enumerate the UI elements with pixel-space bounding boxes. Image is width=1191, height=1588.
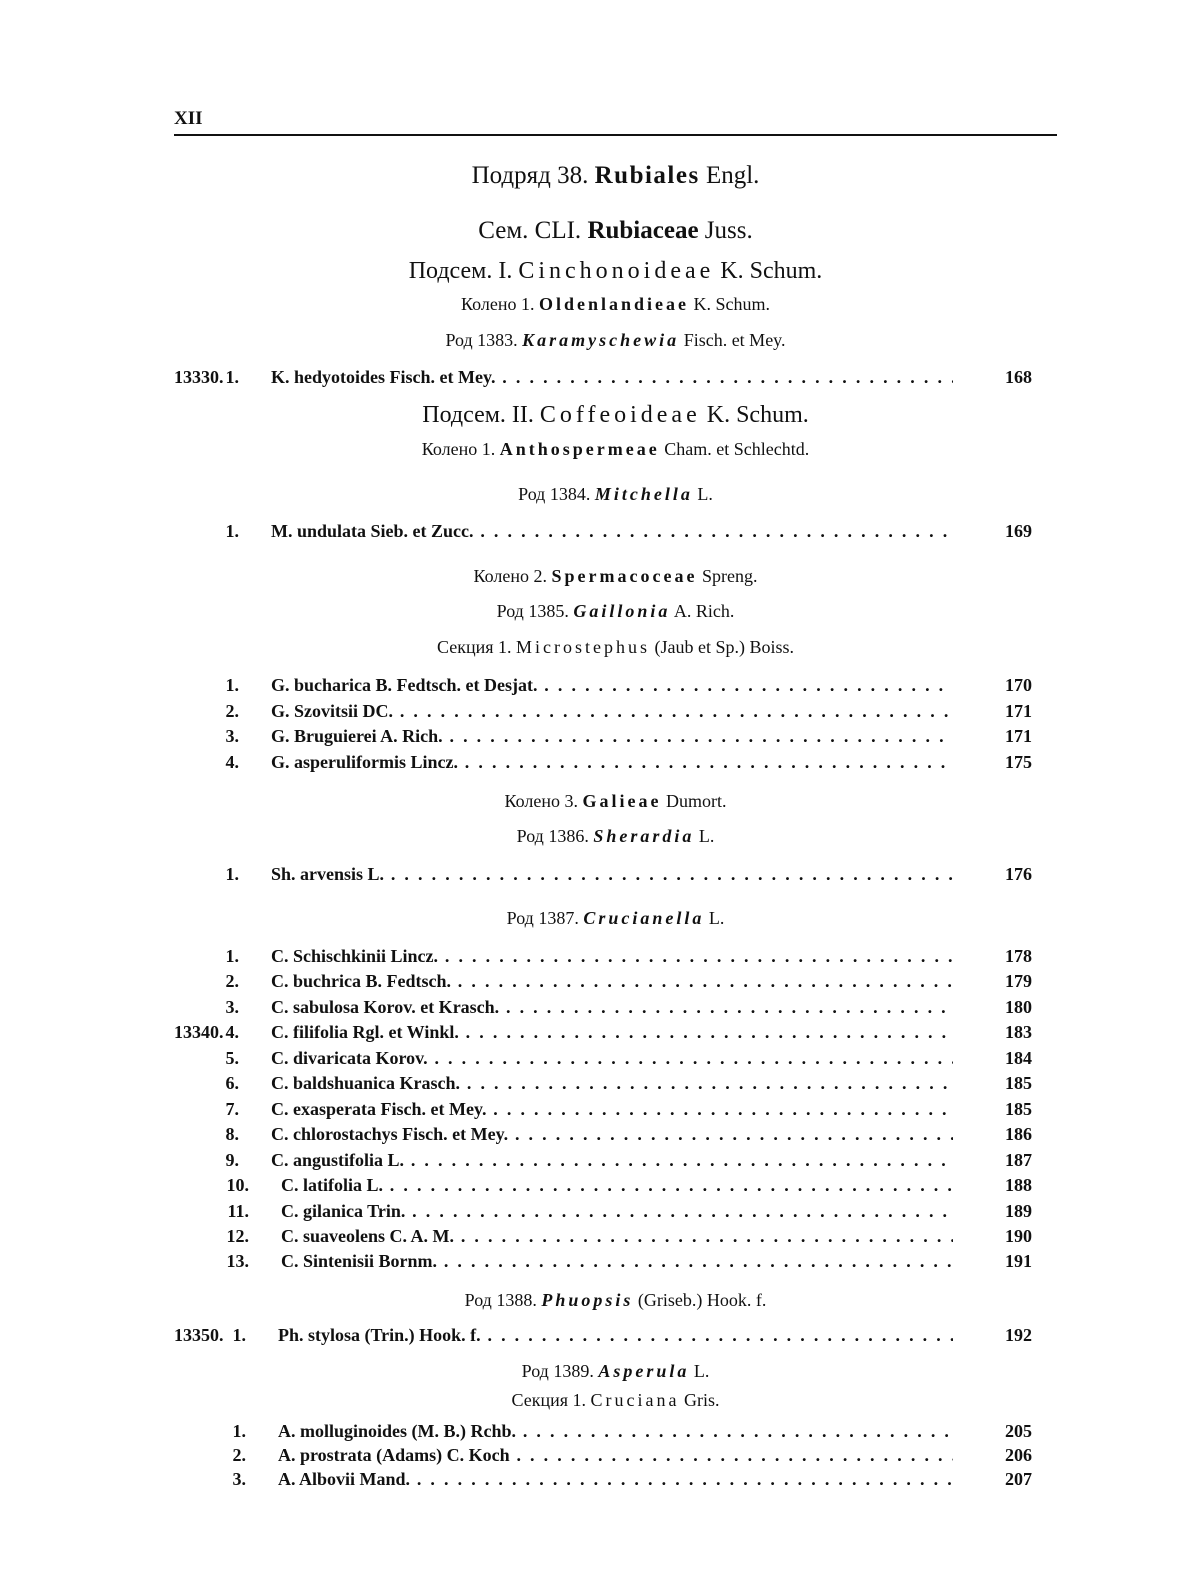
heading-name: Asperula (598, 1361, 690, 1381)
entry-number: 1. (225, 675, 239, 695)
entry-number: 4. (225, 1022, 239, 1042)
tribe-heading (174, 566, 1057, 587)
entry-page: 170 (1005, 675, 1032, 695)
entry-name: C. exasperata Fisch. et Mey. . . . (271, 1096, 953, 1122)
entry-number: 13. (226, 1251, 249, 1271)
heading-prefix: Подсем. II. (422, 402, 534, 428)
species-entry (174, 672, 1057, 698)
genus-heading (174, 826, 1057, 847)
species-entry (174, 1248, 1057, 1274)
entry-number: 10. (226, 1175, 249, 1195)
entry-name: C. Sintenisii Bornm. . . . (281, 1248, 953, 1274)
entry-name: K. hedyotoides Fisch. et Mey. . . . (271, 364, 953, 390)
heading-prefix: Подряд 38. (471, 162, 589, 189)
entry-number: 2. (232, 1445, 246, 1465)
heading-prefix: Род 1383. (445, 330, 518, 350)
entry-name: C. baldshuanica Krasch. . . . (271, 1070, 953, 1096)
entry-number: 4. (225, 752, 239, 772)
entry-page: 186 (1005, 1124, 1032, 1144)
entry-name: C. angustifolia L. . . . (271, 1147, 953, 1173)
entry-page: 171 (1005, 726, 1032, 746)
species-entry (174, 994, 1057, 1020)
heading-name: Mitchella (594, 484, 693, 504)
entry-page: 176 (1005, 864, 1032, 884)
entry-page: 184 (1005, 1048, 1032, 1068)
entry-name: C. latifolia L. . . . (281, 1172, 953, 1198)
entry-name: C. suaveolens C. A. M. . . . (281, 1223, 953, 1249)
heading-name: Karamyschewia (522, 330, 680, 350)
entry-page: 192 (1005, 1325, 1032, 1345)
heading-name: Cruciana (590, 1390, 680, 1410)
heading-name: Sherardia (593, 826, 695, 846)
heading-name: Oldenlandieae (538, 294, 689, 314)
genus-heading (174, 601, 1057, 622)
entry-name: A. molluginoides (M. B.) Rchb. . . . (278, 1418, 953, 1444)
entry-name: C. divaricata Korov. . . . (271, 1045, 953, 1071)
tribe-heading (174, 791, 1057, 812)
species-entry (174, 1322, 1057, 1348)
entry-number: 5. (225, 1048, 239, 1068)
entry-name: C. buchrica B. Fedtsch. . . . (271, 968, 953, 994)
section-heading (174, 1390, 1057, 1411)
entry-name: G. Bruguierei A. Rich. . . . (271, 723, 953, 749)
entry-name: G. bucharica B. Fedtsch. et Desjat. . . . (271, 672, 953, 698)
heading-author: A. Rich. (673, 601, 735, 621)
genus-heading (174, 908, 1057, 929)
heading-author: Gris. (683, 1390, 720, 1410)
page-number: XII (174, 108, 203, 129)
heading-author: Cham. et Schlechtd. (664, 439, 810, 459)
heading-name: Gaillonia (573, 601, 671, 621)
heading-author: (Jaub et Sp.) Boiss. (654, 637, 794, 657)
heading-author: Juss. (704, 217, 753, 244)
species-entry (174, 1223, 1057, 1249)
entry-page: 187 (1005, 1150, 1032, 1170)
heading-name: Spermacoceae (551, 566, 698, 586)
entry-number: 2. (225, 701, 239, 721)
entry-name: G. asperuliformis Lincz. . . . (271, 749, 953, 775)
entry-page: 189 (1005, 1201, 1032, 1221)
entry-number: 8. (225, 1124, 239, 1144)
heading-name: Cinchonoideae (518, 258, 715, 284)
genus-heading (174, 1290, 1057, 1311)
heading-prefix: Сем. CLI. (478, 217, 582, 244)
entry-number: 7. (225, 1099, 239, 1119)
heading-prefix: Род 1384. (518, 484, 591, 504)
species-entry (174, 1172, 1057, 1198)
species-entry (174, 1121, 1057, 1147)
heading-name: Phuopsis (541, 1290, 634, 1310)
entry-number: 1. (225, 367, 239, 387)
entry-page: 188 (1005, 1175, 1032, 1195)
heading-name: Coffeoideae (539, 402, 701, 428)
entry-page: 179 (1005, 971, 1032, 991)
entry-name: C. chlorostachys Fisch. et Mey. . . . (271, 1121, 953, 1147)
heading-author: K. Schum. (706, 402, 809, 428)
heading-prefix: Подсем. I. (408, 258, 513, 284)
heading-prefix: Секция 1. (511, 1390, 587, 1410)
heading-author: K. Schum. (693, 294, 770, 314)
entry-name: G. Szovitsii DC. . . . (271, 698, 953, 724)
heading-author: L. (697, 484, 713, 504)
entry-name: Sh. arvensis L. . . . (271, 861, 953, 887)
entry-number: 9. (225, 1150, 239, 1170)
entry-number: 6. (225, 1073, 239, 1093)
heading-prefix: Колено 1. (421, 439, 496, 459)
family-heading (174, 217, 1057, 245)
entry-number: 12. (226, 1226, 249, 1246)
entry-page: 205 (1005, 1421, 1032, 1441)
entry-number: 3. (225, 726, 239, 746)
heading-author: L. (708, 908, 725, 928)
heading-prefix: Род 1387. (506, 908, 579, 928)
species-entry (174, 968, 1057, 994)
entry-page: 171 (1005, 701, 1032, 721)
entry-page: 178 (1005, 946, 1032, 966)
species-entry (174, 364, 1057, 390)
entry-name: A. Albovii Mand. . . . (278, 1466, 953, 1492)
heading-prefix: Род 1388. (464, 1290, 537, 1310)
heading-prefix: Колено 3. (504, 791, 578, 811)
entry-name: C. Schischkinii Lincz. . . . (271, 943, 953, 969)
entry-page: 185 (1005, 1099, 1032, 1119)
entry-page: 185 (1005, 1073, 1032, 1093)
species-entry (174, 1466, 1057, 1492)
species-entry (174, 1147, 1057, 1173)
entry-page: 168 (1005, 367, 1032, 387)
entry-name: A. prostrata (Adams) C. Koch . . . (278, 1442, 953, 1468)
entry-page: 183 (1005, 1022, 1032, 1042)
entry-page: 180 (1005, 997, 1032, 1017)
heading-prefix: Колено 1. (461, 294, 535, 314)
species-entry (174, 1198, 1057, 1224)
heading-prefix: Род 1386. (516, 826, 589, 846)
heading-name: Anthospermeae (499, 439, 660, 459)
species-entry (174, 698, 1057, 724)
species-entry (174, 943, 1057, 969)
entry-page: 169 (1005, 521, 1032, 541)
species-entry (174, 1070, 1057, 1096)
heading-author: Spreng. (701, 566, 758, 586)
species-entry (174, 723, 1057, 749)
species-entry (174, 861, 1057, 887)
entry-page: 206 (1005, 1445, 1032, 1465)
entry-number: 3. (232, 1469, 246, 1489)
entry-page: 175 (1005, 752, 1032, 772)
entry-number: 1. (225, 864, 239, 884)
species-entry (174, 1442, 1057, 1468)
entry-code: 13350. (174, 1325, 224, 1345)
species-entry (174, 1418, 1057, 1444)
entry-code: 13330. (174, 367, 224, 387)
species-entry (174, 749, 1057, 775)
tribe-heading (174, 294, 1057, 315)
heading-author: Dumort. (665, 791, 727, 811)
heading-name: Rubiaceae (587, 217, 699, 244)
entry-number: 1. (225, 521, 239, 541)
subfamily-heading (174, 258, 1057, 285)
heading-prefix: Род 1385. (496, 601, 569, 621)
genus-heading (174, 330, 1057, 351)
entry-name: C. gilanica Trin. . . . (281, 1198, 953, 1224)
section-heading (174, 637, 1057, 658)
heading-prefix: Секция 1. (436, 637, 512, 657)
heading-author: K. Schum. (720, 258, 823, 284)
tribe-heading (174, 439, 1057, 460)
heading-author: Fisch. et Mey. (683, 330, 786, 350)
entry-number: 11. (227, 1201, 249, 1221)
entry-number: 1. (232, 1421, 246, 1441)
heading-author: L. (698, 826, 715, 846)
heading-author: (Griseb.) Hook. f. (637, 1290, 767, 1310)
species-entry (174, 1019, 1057, 1045)
species-entry (174, 518, 1057, 544)
entry-number: 1. (232, 1325, 246, 1345)
species-entry (174, 1096, 1057, 1122)
entry-number: 1. (225, 946, 239, 966)
entry-code: 13340. (174, 1022, 224, 1042)
heading-name: Microstephus (516, 637, 650, 657)
order-heading (174, 162, 1057, 190)
subfamily-heading (174, 402, 1057, 429)
heading-prefix: Колено 2. (473, 566, 548, 586)
species-entry (174, 1045, 1057, 1071)
entry-number: 2. (225, 971, 239, 991)
entry-name: Ph. stylosa (Trin.) Hook. f. . . . (278, 1322, 953, 1348)
header-rule (174, 134, 1057, 136)
entry-name: C. sabulosa Korov. et Krasch. . . . (271, 994, 953, 1020)
entry-page: 191 (1005, 1251, 1032, 1271)
entry-page: 190 (1005, 1226, 1032, 1246)
heading-name: Rubiales (594, 162, 700, 189)
heading-author: L. (693, 1361, 710, 1381)
entry-name: C. filifolia Rgl. et Winkl. . . . (271, 1019, 953, 1045)
genus-heading (174, 484, 1057, 505)
entry-page: 207 (1005, 1469, 1032, 1489)
heading-name: Crucianella (583, 908, 705, 928)
genus-heading (174, 1361, 1057, 1382)
entry-number: 3. (225, 997, 239, 1017)
heading-prefix: Род 1389. (521, 1361, 594, 1381)
entry-name: M. undulata Sieb. et Zucc. . . . (271, 518, 953, 544)
heading-name: Galieae (582, 791, 662, 811)
heading-author: Engl. (705, 162, 760, 189)
